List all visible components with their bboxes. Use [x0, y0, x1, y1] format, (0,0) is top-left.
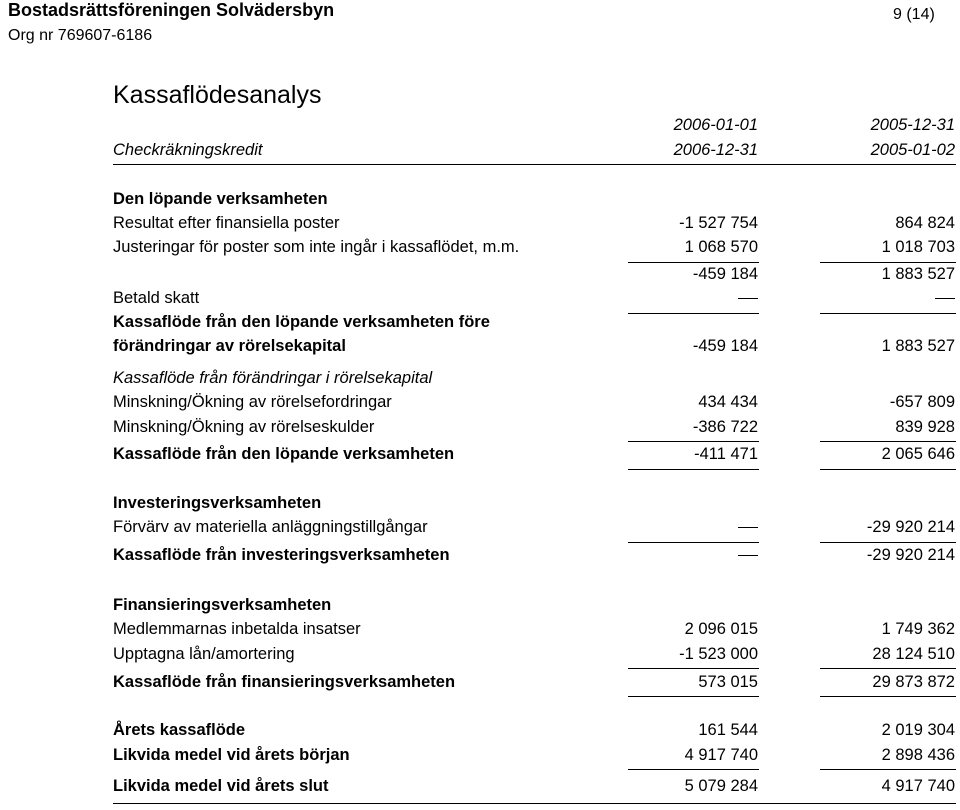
row-label: Resultat efter finansiella poster	[113, 214, 340, 232]
row-label: Minskning/Ökning av rörelseskulder	[113, 418, 375, 436]
row-value-2005: 2 019 304	[881, 721, 955, 739]
row-value-2005: 28 124 510	[872, 645, 955, 663]
table-row	[113, 721, 955, 745]
table-row	[113, 445, 955, 469]
underline	[820, 262, 956, 263]
row-label: Årets kassaflöde	[113, 721, 246, 739]
underline	[820, 542, 956, 543]
column-label: Checkräkningskredit	[113, 141, 263, 159]
row-label: Kassaflöde från den löpande verksamheten	[113, 445, 455, 463]
row-value-2005: 2 898 436	[881, 746, 955, 764]
row-label: Minskning/Ökning av rörelsefordringar	[113, 393, 392, 411]
row-value-2005: 4 917 740	[881, 777, 955, 795]
row-label: Upptagna lån/amortering	[113, 645, 295, 663]
underline	[820, 769, 956, 770]
table-row	[113, 777, 955, 801]
row-label: Kassaflöde från investeringsverksamheten	[113, 546, 450, 564]
row-label: Likvida medel vid årets slut	[113, 777, 329, 795]
row-label: Likvida medel vid årets början	[113, 746, 350, 764]
row-label: förändringar av rörelsekapital	[113, 337, 346, 355]
table-row	[113, 214, 955, 238]
table-row	[113, 393, 955, 417]
row-label: Kassaflöde från den löpande verksamheten före	[113, 313, 490, 331]
table-row	[113, 746, 955, 770]
row-value-2005: 2 065 646	[881, 445, 955, 463]
org-number: Org nr 769607-6186	[8, 27, 153, 44]
row-value-2005: 1 883 527	[881, 337, 955, 355]
row-label: Betald skatt	[113, 289, 200, 307]
subsection-heading-label: Kassaflöde från förändringar i rörelsekapital	[113, 369, 433, 387]
row-value-2006: 161 544	[698, 721, 758, 739]
table-row	[113, 518, 955, 542]
row-value-2005: -29 920 214	[866, 546, 955, 564]
row-value-2006: -386 722	[692, 418, 758, 436]
row-value-2006: 5 079 284	[684, 777, 758, 795]
underline	[628, 696, 759, 697]
section-heading	[113, 190, 955, 214]
underline	[820, 469, 956, 470]
row-value-2005: 1 018 703	[881, 238, 955, 256]
underline	[820, 668, 956, 669]
underline	[628, 262, 759, 263]
table-row	[113, 337, 955, 361]
page-title: Kassaflödesanalys	[113, 81, 322, 109]
underline	[628, 668, 759, 669]
row-value-2005: 29 873 872	[872, 673, 955, 691]
footer-divider	[113, 803, 956, 804]
col2-from: 2005-12-31	[870, 116, 955, 134]
col1-from: 2006-01-01	[673, 116, 758, 134]
underline	[628, 469, 759, 470]
underline	[628, 769, 759, 770]
column-header-to	[113, 141, 955, 165]
subsection-heading	[113, 369, 955, 393]
row-label: Justeringar för poster som inte ingår i kassaflödet, m.m.	[113, 238, 520, 256]
row-value-2006: -459 184	[692, 337, 758, 355]
column-header-from	[113, 116, 955, 140]
section-heading-label: Investeringsverksamheten	[113, 494, 322, 512]
row-value-2006: -411 471	[694, 445, 758, 463]
underline	[820, 441, 956, 442]
table-row	[113, 418, 955, 442]
table-row	[113, 673, 955, 697]
underline	[820, 696, 956, 697]
row-value-2006: -459 184	[692, 265, 758, 283]
section-heading	[113, 596, 955, 620]
section-heading-label: Finansieringsverksamheten	[113, 596, 332, 614]
table-row	[113, 546, 955, 570]
dash-mark	[738, 555, 758, 556]
underline	[628, 542, 759, 543]
table-row	[113, 289, 955, 313]
col1-to: 2006-12-31	[673, 141, 758, 159]
header-divider	[113, 164, 956, 165]
row-value-2005: 864 824	[895, 214, 955, 232]
row-value-2006: -1 527 754	[679, 214, 758, 232]
organization-name: Bostadsrättsföreningen Solvädersbyn	[8, 0, 335, 20]
row-value-2006: 1 068 570	[684, 238, 758, 256]
col2-to: 2005-01-02	[870, 141, 955, 159]
row-label: Kassaflöde från finansieringsverksamheten	[113, 673, 456, 691]
row-value-2005: 1 883 527	[881, 265, 955, 283]
row-value-2006: 2 096 015	[684, 620, 758, 638]
section-heading-label: Den löpande verksamheten	[113, 190, 328, 208]
row-value-2005: 1 749 362	[881, 620, 955, 638]
row-value-2006: 434 434	[698, 393, 758, 411]
page-number: 9 (14)	[893, 6, 935, 23]
row-value-2006: 4 917 740	[684, 746, 758, 764]
table-row	[113, 620, 955, 644]
table-row	[113, 313, 955, 337]
underline	[628, 441, 759, 442]
table-row	[113, 265, 955, 289]
dash-mark	[738, 298, 758, 299]
dash-mark	[935, 298, 955, 299]
row-value-2006: 573 015	[698, 673, 758, 691]
row-label: Förvärv av materiella anläggningstillgångar	[113, 518, 428, 536]
table-row	[113, 645, 955, 669]
dash-mark	[738, 527, 758, 528]
row-value-2006: -1 523 000	[679, 645, 758, 663]
row-value-2005: 839 928	[895, 418, 955, 436]
section-heading	[113, 494, 955, 518]
row-value-2005: -657 809	[889, 393, 955, 411]
row-value-2005: -29 920 214	[866, 518, 955, 536]
table-row	[113, 238, 955, 262]
row-label: Medlemmarnas inbetalda insatser	[113, 620, 361, 638]
